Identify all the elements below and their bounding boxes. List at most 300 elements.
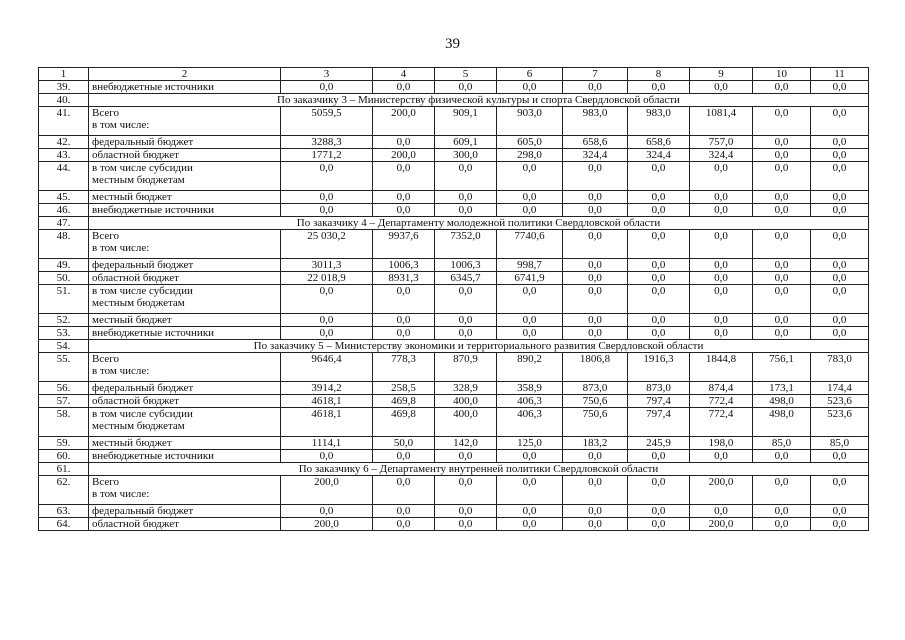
value-cell: 4618,1 (281, 395, 373, 408)
value-cell: 300,0 (435, 149, 497, 162)
row-label (89, 230, 281, 259)
value-cell: 50,0 (373, 437, 435, 450)
value-cell: 7352,0 (435, 230, 497, 259)
value-cell: 0,0 (435, 314, 497, 327)
table-row (39, 408, 869, 437)
value-cell: 469,8 (373, 395, 435, 408)
row-number: 64. (39, 518, 89, 531)
value-cell: 0,0 (628, 314, 690, 327)
section-header-row (39, 463, 869, 476)
value-cell: 6741,9 (497, 272, 563, 285)
table-row (39, 285, 869, 314)
section-title: По заказчику 4 – Департаменту молодежной политики Свердловской области (89, 217, 869, 230)
value-cell: 0,0 (628, 285, 690, 314)
value-cell: 3288,3 (281, 136, 373, 149)
value-cell: 0,0 (435, 81, 497, 94)
column-header: 3 (281, 68, 373, 81)
value-cell: 0,0 (811, 505, 869, 518)
value-cell: 0,0 (690, 285, 753, 314)
column-header: 1 (39, 68, 89, 81)
value-cell: 0,0 (628, 204, 690, 217)
value-cell: 25 030,2 (281, 230, 373, 259)
value-cell: 873,0 (563, 382, 628, 395)
table-row (39, 437, 869, 450)
value-cell: 0,0 (753, 107, 811, 136)
row-label-line: федеральный бюджет (92, 382, 194, 394)
value-cell: 750,6 (563, 408, 628, 437)
table-row (39, 107, 869, 136)
value-cell: 200,0 (690, 518, 753, 531)
value-cell: 406,3 (497, 395, 563, 408)
value-cell: 0,0 (811, 204, 869, 217)
row-label (89, 259, 281, 272)
value-cell: 0,0 (690, 314, 753, 327)
row-label-line: Всего (92, 476, 119, 488)
row-label-line: областной бюджет (92, 272, 179, 284)
value-cell: 22 018,9 (281, 272, 373, 285)
value-cell: 0,0 (281, 191, 373, 204)
value-cell: 1844,8 (690, 353, 753, 382)
row-label-line: местный бюджет (92, 437, 172, 449)
value-cell: 0,0 (435, 450, 497, 463)
table-row (39, 204, 869, 217)
table-row (39, 81, 869, 94)
value-cell: 0,0 (497, 81, 563, 94)
value-cell: 1916,3 (628, 353, 690, 382)
value-cell: 0,0 (811, 450, 869, 463)
value-cell: 658,6 (563, 136, 628, 149)
value-cell: 903,0 (497, 107, 563, 136)
value-cell: 0,0 (281, 204, 373, 217)
value-cell: 772,4 (690, 395, 753, 408)
value-cell: 324,4 (628, 149, 690, 162)
value-cell: 0,0 (563, 450, 628, 463)
value-cell: 0,0 (628, 272, 690, 285)
value-cell: 0,0 (435, 476, 497, 505)
value-cell: 0,0 (628, 476, 690, 505)
column-header: 4 (373, 68, 435, 81)
value-cell: 0,0 (373, 314, 435, 327)
row-number: 46. (39, 204, 89, 217)
row-label (89, 149, 281, 162)
value-cell: 0,0 (811, 230, 869, 259)
row-label (89, 353, 281, 382)
value-cell: 874,4 (690, 382, 753, 395)
value-cell: 3914,2 (281, 382, 373, 395)
section-title: По заказчику 3 – Министерству физической культуры и спорта Свердловской области (89, 94, 869, 107)
row-label (89, 450, 281, 463)
value-cell: 750,6 (563, 395, 628, 408)
value-cell: 0,0 (497, 285, 563, 314)
row-label-line: внебюджетные источники (92, 327, 215, 339)
row-label-line: в том числе субсидии (92, 408, 193, 420)
value-cell: 0,0 (563, 505, 628, 518)
row-number: 58. (39, 408, 89, 437)
value-cell: 998,7 (497, 259, 563, 272)
table-row (39, 230, 869, 259)
value-cell: 0,0 (281, 285, 373, 314)
value-cell: 298,0 (497, 149, 563, 162)
value-cell: 0,0 (811, 476, 869, 505)
value-cell: 0,0 (373, 81, 435, 94)
value-cell: 778,3 (373, 353, 435, 382)
value-cell: 0,0 (628, 505, 690, 518)
row-label-line: областной бюджет (92, 395, 179, 407)
row-label-line: областной бюджет (92, 149, 179, 161)
value-cell: 0,0 (690, 327, 753, 340)
row-number: 62. (39, 476, 89, 505)
value-cell: 0,0 (753, 230, 811, 259)
value-cell: 183,2 (563, 437, 628, 450)
section-header-row (39, 217, 869, 230)
value-cell: 609,1 (435, 136, 497, 149)
value-cell: 0,0 (811, 259, 869, 272)
value-cell: 85,0 (811, 437, 869, 450)
value-cell: 0,0 (811, 149, 869, 162)
value-cell: 0,0 (563, 162, 628, 191)
value-cell: 0,0 (690, 230, 753, 259)
value-cell: 658,6 (628, 136, 690, 149)
value-cell: 0,0 (563, 518, 628, 531)
value-cell: 9937,6 (373, 230, 435, 259)
row-label-line: федеральный бюджет (92, 259, 194, 271)
row-label (89, 204, 281, 217)
value-cell: 1006,3 (435, 259, 497, 272)
value-cell: 0,0 (753, 327, 811, 340)
value-cell: 0,0 (373, 162, 435, 191)
value-cell: 1806,8 (563, 353, 628, 382)
value-cell: 400,0 (435, 395, 497, 408)
table-row (39, 395, 869, 408)
value-cell: 0,0 (281, 162, 373, 191)
row-label-line: местный бюджет (92, 191, 172, 203)
row-label-line: внебюджетные источники (92, 204, 215, 216)
value-cell: 0,0 (435, 505, 497, 518)
value-cell: 0,0 (373, 285, 435, 314)
value-cell: 400,0 (435, 408, 497, 437)
value-cell: 0,0 (811, 518, 869, 531)
value-cell: 0,0 (563, 191, 628, 204)
table-row (39, 382, 869, 395)
value-cell: 0,0 (497, 327, 563, 340)
value-cell: 0,0 (753, 272, 811, 285)
value-cell: 0,0 (435, 204, 497, 217)
row-label (89, 314, 281, 327)
value-cell: 200,0 (690, 476, 753, 505)
value-cell: 983,0 (628, 107, 690, 136)
table-row (39, 136, 869, 149)
value-cell: 258,5 (373, 382, 435, 395)
value-cell: 0,0 (497, 450, 563, 463)
table-row (39, 505, 869, 518)
value-cell: 0,0 (628, 230, 690, 259)
row-label-line: в том числе субсидии (92, 285, 193, 297)
row-number: 47. (39, 217, 89, 230)
value-cell: 0,0 (811, 107, 869, 136)
value-cell: 0,0 (281, 327, 373, 340)
row-number: 48. (39, 230, 89, 259)
row-label-line: в том числе: (92, 488, 150, 500)
value-cell: 0,0 (373, 505, 435, 518)
value-cell: 0,0 (753, 505, 811, 518)
budget-table (38, 67, 869, 531)
value-cell: 469,8 (373, 408, 435, 437)
value-cell: 0,0 (281, 450, 373, 463)
value-cell: 0,0 (811, 191, 869, 204)
value-cell: 9646,4 (281, 353, 373, 382)
value-cell: 0,0 (690, 191, 753, 204)
row-label-line: Всего (92, 353, 119, 365)
value-cell: 0,0 (690, 81, 753, 94)
table-row (39, 191, 869, 204)
row-number: 57. (39, 395, 89, 408)
value-cell: 0,0 (373, 450, 435, 463)
value-cell: 783,0 (811, 353, 869, 382)
section-header-row (39, 94, 869, 107)
value-cell: 0,0 (753, 81, 811, 94)
row-label (89, 162, 281, 191)
value-cell: 0,0 (435, 327, 497, 340)
value-cell: 0,0 (753, 149, 811, 162)
table-row (39, 314, 869, 327)
value-cell: 0,0 (753, 285, 811, 314)
value-cell: 0,0 (497, 204, 563, 217)
value-cell: 0,0 (628, 450, 690, 463)
value-cell: 0,0 (628, 191, 690, 204)
value-cell: 0,0 (811, 162, 869, 191)
row-label-line: федеральный бюджет (92, 136, 194, 148)
table-row (39, 518, 869, 531)
row-number: 54. (39, 340, 89, 353)
value-cell: 0,0 (435, 518, 497, 531)
row-label (89, 81, 281, 94)
value-cell: 0,0 (753, 450, 811, 463)
value-cell: 6345,7 (435, 272, 497, 285)
value-cell: 0,0 (690, 505, 753, 518)
column-header: 10 (753, 68, 811, 81)
row-number: 56. (39, 382, 89, 395)
value-cell: 0,0 (753, 204, 811, 217)
row-number: 59. (39, 437, 89, 450)
value-cell: 0,0 (563, 230, 628, 259)
column-header: 5 (435, 68, 497, 81)
row-label (89, 272, 281, 285)
row-label-line: местный бюджет (92, 314, 172, 326)
value-cell: 0,0 (373, 204, 435, 217)
row-label-line: областной бюджет (92, 518, 179, 530)
value-cell: 0,0 (811, 285, 869, 314)
row-number: 45. (39, 191, 89, 204)
row-label (89, 437, 281, 450)
column-header: 2 (89, 68, 281, 81)
value-cell: 1081,4 (690, 107, 753, 136)
value-cell: 498,0 (753, 395, 811, 408)
table-body (39, 68, 869, 531)
row-label-line: внебюджетные источники (92, 450, 215, 462)
table-row (39, 149, 869, 162)
row-number: 52. (39, 314, 89, 327)
value-cell: 909,1 (435, 107, 497, 136)
value-cell: 0,0 (563, 327, 628, 340)
row-label-line: Всего (92, 230, 119, 242)
value-cell: 0,0 (281, 81, 373, 94)
value-cell: 523,6 (811, 395, 869, 408)
row-number: 39. (39, 81, 89, 94)
value-cell: 324,4 (690, 149, 753, 162)
value-cell: 0,0 (753, 314, 811, 327)
row-number: 61. (39, 463, 89, 476)
value-cell: 0,0 (628, 162, 690, 191)
value-cell: 870,9 (435, 353, 497, 382)
value-cell: 0,0 (753, 518, 811, 531)
value-cell: 0,0 (753, 136, 811, 149)
row-label (89, 408, 281, 437)
value-cell: 0,0 (563, 81, 628, 94)
column-header: 9 (690, 68, 753, 81)
column-header: 11 (811, 68, 869, 81)
row-number: 41. (39, 107, 89, 136)
value-cell: 0,0 (690, 204, 753, 217)
value-cell: 0,0 (435, 285, 497, 314)
row-label-line: в том числе субсидии (92, 162, 193, 174)
value-cell: 200,0 (281, 518, 373, 531)
value-cell: 0,0 (628, 518, 690, 531)
value-cell: 0,0 (497, 191, 563, 204)
value-cell: 0,0 (497, 476, 563, 505)
row-label-line: федеральный бюджет (92, 505, 194, 517)
value-cell: 1114,1 (281, 437, 373, 450)
value-cell: 8931,3 (373, 272, 435, 285)
value-cell: 0,0 (811, 314, 869, 327)
section-title: По заказчику 5 – Министерству экономики и территориального развития Свердловской области (89, 340, 869, 353)
value-cell: 0,0 (628, 327, 690, 340)
value-cell: 174,4 (811, 382, 869, 395)
value-cell: 0,0 (690, 450, 753, 463)
row-label (89, 395, 281, 408)
value-cell: 756,1 (753, 353, 811, 382)
row-label (89, 382, 281, 395)
value-cell: 1006,3 (373, 259, 435, 272)
value-cell: 198,0 (690, 437, 753, 450)
table-row (39, 162, 869, 191)
row-label-line: Всего (92, 107, 119, 119)
value-cell: 0,0 (811, 136, 869, 149)
row-label (89, 327, 281, 340)
value-cell: 797,4 (628, 395, 690, 408)
value-cell: 0,0 (373, 191, 435, 204)
value-cell: 0,0 (563, 204, 628, 217)
value-cell: 1771,2 (281, 149, 373, 162)
table-row (39, 476, 869, 505)
column-header: 8 (628, 68, 690, 81)
row-number: 43. (39, 149, 89, 162)
value-cell: 406,3 (497, 408, 563, 437)
row-label-line: местным бюджетам (92, 297, 185, 309)
value-cell: 85,0 (753, 437, 811, 450)
table-row (39, 327, 869, 340)
row-label-line: внебюджетные источники (92, 81, 215, 93)
value-cell: 772,4 (690, 408, 753, 437)
value-cell: 523,6 (811, 408, 869, 437)
section-title: По заказчику 6 – Департаменту внутренней политики Свердловской области (89, 463, 869, 476)
value-cell: 0,0 (811, 327, 869, 340)
value-cell: 0,0 (373, 476, 435, 505)
value-cell: 200,0 (373, 149, 435, 162)
value-cell: 0,0 (373, 136, 435, 149)
value-cell: 0,0 (690, 162, 753, 191)
row-label-line: в том числе: (92, 365, 150, 377)
row-label-line: в том числе: (92, 242, 150, 254)
value-cell: 0,0 (497, 505, 563, 518)
value-cell: 200,0 (373, 107, 435, 136)
table-header-row (39, 68, 869, 81)
row-number: 53. (39, 327, 89, 340)
value-cell: 0,0 (753, 191, 811, 204)
value-cell: 142,0 (435, 437, 497, 450)
value-cell: 0,0 (435, 191, 497, 204)
value-cell: 0,0 (753, 259, 811, 272)
value-cell: 0,0 (563, 272, 628, 285)
value-cell: 324,4 (563, 149, 628, 162)
value-cell: 328,9 (435, 382, 497, 395)
value-cell: 125,0 (497, 437, 563, 450)
page-number: 39 (445, 36, 460, 52)
row-label (89, 191, 281, 204)
value-cell: 0,0 (811, 272, 869, 285)
row-label (89, 136, 281, 149)
value-cell: 757,0 (690, 136, 753, 149)
row-number: 40. (39, 94, 89, 107)
section-header-row (39, 340, 869, 353)
value-cell: 0,0 (497, 162, 563, 191)
column-header: 7 (563, 68, 628, 81)
value-cell: 173,1 (753, 382, 811, 395)
row-number: 51. (39, 285, 89, 314)
value-cell: 873,0 (628, 382, 690, 395)
table-row (39, 259, 869, 272)
row-label (89, 505, 281, 518)
value-cell: 3011,3 (281, 259, 373, 272)
value-cell: 200,0 (281, 476, 373, 505)
value-cell: 0,0 (628, 259, 690, 272)
row-label-line: местным бюджетам (92, 174, 185, 186)
row-label-line: местным бюджетам (92, 420, 185, 432)
value-cell: 4618,1 (281, 408, 373, 437)
table-row (39, 272, 869, 285)
row-number: 55. (39, 353, 89, 382)
column-header: 6 (497, 68, 563, 81)
row-number: 50. (39, 272, 89, 285)
value-cell: 0,0 (753, 476, 811, 505)
row-number: 42. (39, 136, 89, 149)
value-cell: 0,0 (373, 327, 435, 340)
table-row (39, 450, 869, 463)
value-cell: 605,0 (497, 136, 563, 149)
table-row (39, 353, 869, 382)
row-label (89, 518, 281, 531)
row-number: 44. (39, 162, 89, 191)
value-cell: 0,0 (563, 285, 628, 314)
value-cell: 0,0 (753, 162, 811, 191)
row-number: 49. (39, 259, 89, 272)
row-number: 63. (39, 505, 89, 518)
row-label-line: в том числе: (92, 119, 150, 131)
value-cell: 0,0 (563, 476, 628, 505)
value-cell: 0,0 (690, 259, 753, 272)
value-cell: 0,0 (435, 162, 497, 191)
row-label (89, 476, 281, 505)
value-cell: 5059,5 (281, 107, 373, 136)
